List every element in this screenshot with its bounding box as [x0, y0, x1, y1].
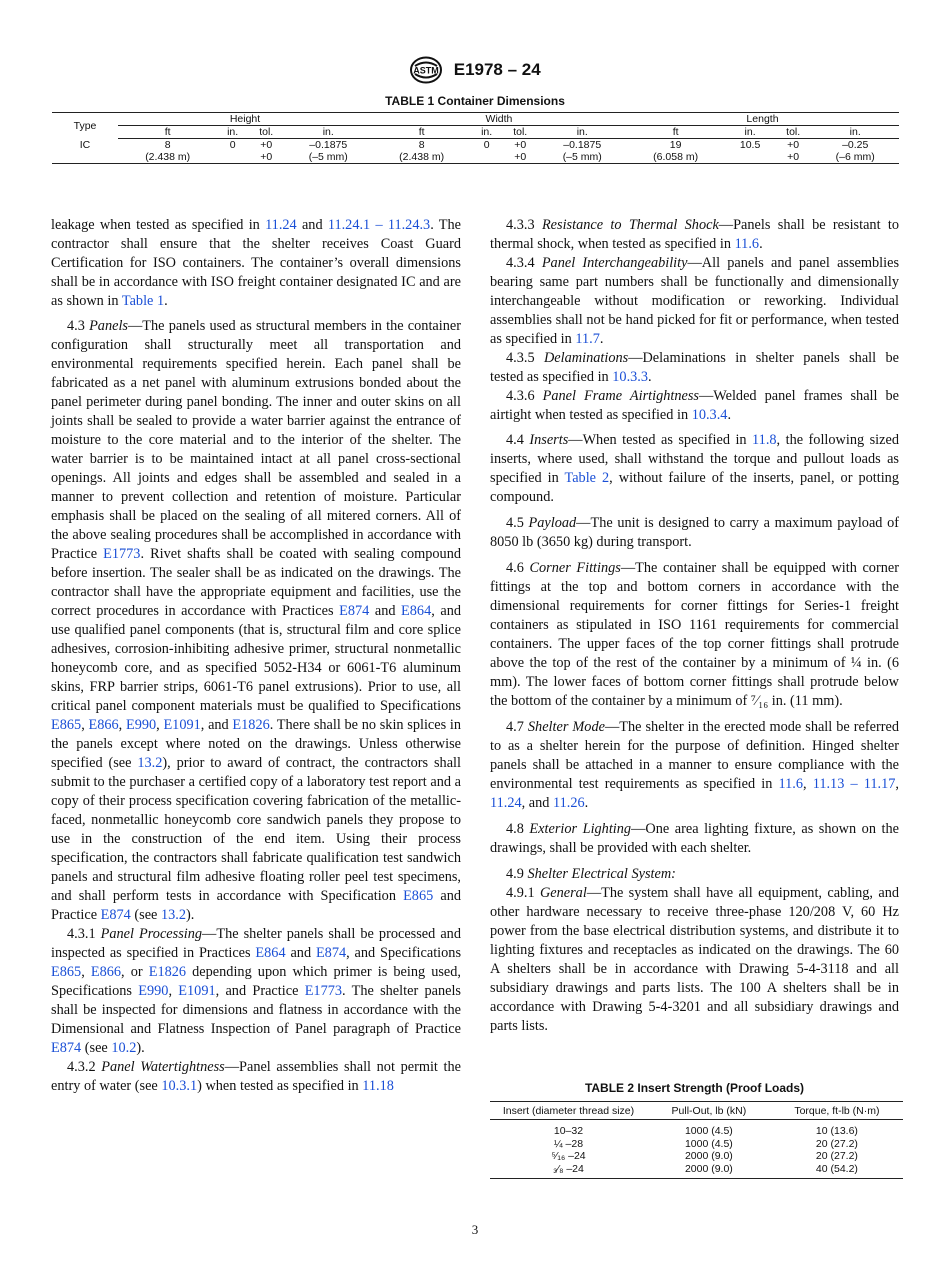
insert-strength-table — [490, 1101, 903, 1179]
text-run: (see — [130, 907, 161, 923]
text-run: 4.7 — [506, 719, 528, 735]
table-row — [490, 1150, 903, 1163]
text-run: ), prior to award of contract, the contractors shall submit to the purchaser a certified copy of a laboratory test report and a copy of their process specification covering fabrication of the metallic-faced, nonmetallic honeycomb core sandwich panels they propose to use in the construction of the end item. Using their process specification, the contractors shall fabricate qualification test sandwich panels and structural film adhesive floating roller peel test specimens, and shall perform tests in accordance with Specification — [51, 755, 461, 904]
text-run: and — [296, 217, 328, 233]
reference-link[interactable]: E1091 — [163, 717, 201, 733]
table-cell — [217, 151, 248, 164]
text-run: , — [168, 983, 179, 999]
table-cell: +0 — [787, 139, 800, 151]
reference-link[interactable]: E1826 — [232, 717, 270, 733]
text-run: , without failure of the inserts, panel, or potting compound. — [490, 470, 899, 505]
section-heading: Panels — [89, 318, 128, 334]
left-column — [51, 216, 461, 1096]
text-run: ) when tested as specified in — [197, 1078, 363, 1094]
section-heading: Panel Interchangeability — [541, 255, 688, 271]
table-cell: (–6 mm) — [811, 151, 899, 164]
paragraph — [51, 925, 461, 1058]
text-run: —The shelter in the erected mode shall be referred to as a shelter herein for the purpose of definition. Hinged shelter panels shall be attached in a manner to ensure compliance with the environmental test requirements as specified in — [490, 719, 899, 792]
reference-link[interactable]: E866 — [90, 964, 122, 980]
text-run: 4.9.1 — [506, 885, 540, 901]
text-run: , the following sized inserts, where used, shall withstand the torque and pullout loads as specified in — [490, 432, 899, 486]
text-run: depending upon which primer is being used, Specifications — [51, 964, 461, 999]
reference-link[interactable]: 11.24.1 – 11.24.3 — [327, 217, 431, 233]
table-cell — [725, 151, 775, 164]
paragraph — [490, 254, 899, 349]
container-dimensions-table — [52, 112, 899, 164]
text-run: , and Practice — [215, 983, 305, 999]
reference-link[interactable]: E874 — [315, 945, 347, 961]
reference-link[interactable]: 11.24 — [490, 795, 522, 811]
reference-link[interactable]: E1826 — [148, 964, 187, 980]
table1-subheader: in. — [471, 126, 502, 139]
table1-subheader: ft — [118, 126, 217, 139]
table-cell: ⁵⁄₁₆ –24 — [551, 1150, 586, 1162]
text-run: —Panels shall be resistant to thermal shock, when tested as specified in — [490, 217, 900, 252]
document-designation: E1978 – 24 — [453, 60, 541, 79]
reference-link[interactable]: 11.13 – 11.17 — [812, 776, 896, 792]
section-heading: Shelter Mode — [527, 719, 605, 735]
text-run: ). — [136, 1040, 145, 1056]
reference-link[interactable]: E990 — [125, 717, 157, 733]
paragraph — [490, 349, 899, 387]
text-run: . — [599, 331, 604, 347]
text-run: . — [727, 407, 732, 423]
text-run: —Panel assemblies shall not permit the entry of water (see — [51, 1059, 462, 1094]
table2-caption: TABLE 2 Insert Strength (Proof Loads) — [584, 1081, 805, 1095]
text-run: 4.9 — [506, 866, 528, 882]
text-run: . — [584, 795, 589, 811]
text-run: 4.3.2 — [67, 1059, 102, 1075]
table1-group-header: Length — [626, 113, 899, 126]
text-run: —One area lighting fixture, as shown on the drawings, shall be provided with each shelter. — [490, 821, 899, 856]
text-run: 4.3.3 — [506, 217, 542, 233]
reference-link[interactable]: E874 — [51, 1040, 82, 1056]
table2-header: Pull-Out, lb (kN) — [647, 1102, 771, 1120]
text-run: . The shelter panels shall be inspected for dimensions and flatness in accordance with the Dimensional and Flatness Inspection of Panel paragraph of Practice — [51, 983, 461, 1037]
reference-link[interactable]: 10.2 — [111, 1040, 137, 1056]
table-cell: 19 — [669, 139, 682, 151]
text-run: , — [895, 776, 899, 792]
table-cell: 0 — [229, 139, 236, 151]
table1-subheader: in. — [217, 126, 248, 139]
paragraph — [490, 865, 899, 884]
table1-caption: TABLE 1 Container Dimensions — [385, 94, 565, 108]
text-run: (see — [81, 1040, 112, 1056]
right-column — [490, 216, 899, 1036]
paragraph — [490, 387, 899, 425]
table-cell: 2000 (9.0) — [647, 1163, 771, 1179]
text-run: , — [118, 717, 126, 733]
table-cell: 1000 (4.5) — [684, 1125, 733, 1137]
reference-link[interactable]: E874 — [100, 907, 131, 923]
text-run: —The container shall be equipped with corner fittings at the top and bottom corners in accordance with the dimensional requirements for corner fittings for Series-1 freight containers as stipulated in ISO 1161 requirements for commercial containers. The upper faces of the top corner fittings shall protrude above the top of the rest of the container by a minimum of ¼ in. (6 mm). The lower faces of bottom corner fittings shall protrude below the bottom of the container by a minimum of ⁷⁄₁₆ in. (11 mm). — [490, 560, 899, 709]
text-run: 4.5 — [506, 515, 529, 531]
paragraph — [490, 820, 899, 858]
table-row — [490, 1120, 903, 1138]
text-run: , and — [521, 795, 554, 811]
reference-link[interactable]: E865 — [51, 964, 82, 980]
section-heading: Panel Watertightness — [101, 1059, 225, 1075]
table1-group-header: Width — [372, 113, 626, 126]
reference-link[interactable]: E1773 — [103, 546, 141, 562]
table-cell: 0 — [483, 139, 490, 151]
reference-link[interactable]: Table 2 — [564, 470, 610, 486]
reference-link[interactable]: 11.7 — [575, 331, 600, 347]
text-run: , — [81, 964, 91, 980]
reference-link[interactable]: E1773 — [304, 983, 343, 999]
table-cell: 8 — [164, 139, 171, 151]
text-run: . Rivet shafts shall be coated with sealing compound before insertion. The sealer shall be as indicated on the drawings. The contractor shall have the appropriate equipment and facilities, use the correct procedures in accordance with Practices — [51, 546, 461, 619]
table-cell: 20 (27.2) — [815, 1137, 858, 1150]
table-cell: 20 (27.2) — [815, 1150, 858, 1162]
reference-link[interactable]: 11.8 — [752, 432, 777, 448]
table-cell: ₃⁄₈ –24 — [490, 1163, 647, 1179]
table-cell: 2000 (9.0) — [684, 1150, 733, 1162]
text-run: , or — [121, 964, 149, 980]
table-cell: 1000 (4.5) — [684, 1137, 733, 1150]
table1-subheader: tol. — [502, 126, 539, 139]
text-run: 4.3 — [67, 318, 90, 334]
paragraph — [490, 884, 899, 1036]
table-cell: +0 — [514, 139, 527, 151]
text-run: —Welded panel frames shall be airtight when tested as specified in — [490, 388, 899, 423]
paragraph — [51, 1058, 461, 1096]
table-row — [490, 1163, 903, 1179]
svg-text:ASTM: ASTM — [413, 65, 440, 76]
table-cell — [471, 151, 502, 164]
reference-link[interactable]: E866 — [88, 717, 119, 733]
text-run: . — [648, 369, 652, 385]
paragraph — [490, 559, 899, 711]
reference-link[interactable]: 11.24 — [265, 217, 297, 233]
table-cell: +0 — [248, 151, 285, 164]
paragraph — [490, 514, 899, 552]
text-run: , — [803, 776, 813, 792]
table-cell: +0 — [260, 139, 273, 151]
text-run: , and use qualified panel components (that is, structural film and core splice adhesives, corrosion-inhibiting adhesive primer, structural nonmetallic honeycomb core, and as specified 5052-H34 or 6061-T6 aluminum skins, FRP barrier strips, 6061-T6 panel extrusions). Prior to use, all critical panel component materials must be qualified to Specifications — [51, 603, 461, 714]
table1-subheader: in. — [539, 126, 626, 139]
paragraph — [490, 718, 899, 813]
reference-link[interactable]: 11.26 — [553, 795, 585, 811]
section-heading: Panel Processing — [100, 926, 203, 942]
reference-link[interactable]: 13.2 — [160, 907, 187, 923]
table-cell: (–5 mm) — [285, 151, 372, 164]
paragraph — [51, 317, 461, 925]
table-cell: 40 (54.2) — [771, 1163, 903, 1179]
section-heading: General — [539, 885, 587, 901]
text-run: 4.3.1 — [67, 926, 101, 942]
reference-link[interactable]: 10.3.4 — [691, 407, 728, 423]
paragraph — [490, 216, 899, 254]
section-heading: Shelter Electrical System: — [527, 866, 676, 882]
text-run: —The panels used as structural members in the container configuration shall structurally meet all transportation and environmental requirements specified herein. Each panel shall be fabricated as a net panel with aluminum extrusions bonded about the panel perimeter during panel bonding. The inner and outer skins on all joints shall be sealed to provide a water barrier against the entrance of moisture to the core material and to the interior of the shelter. The water barrier is to be maintained intact at all panel cross-sectional openings. All joints and edges shall be assembled and sealed in a manner to prevent collection and retention of moisture. Particular emphasis shall be placed on the sealing of all mitered corners. All of the above sealing procedures shall be accomplished in accordance with Practice — [51, 318, 461, 562]
table-cell: 10.5 — [739, 139, 761, 151]
table-cell: +0 — [502, 151, 539, 164]
text-run: and Practice — [51, 888, 461, 923]
text-run: —The system shall have all equipment, cabling, and other hardware necessary to receive three-phase 120/208 V, 60 Hz power from the base electrical distribution systems, and distribute it to lighting fixtures and receptacles as indicated on the drawings. The 60 A shelters shall be in accordance with Drawing 5-4-3118 and all subsidiary drawings and parts lists. The 100 A shelters shall be in accordance with Drawing 5-4-3201 and all subsidiary drawings and parts lists. — [490, 885, 900, 1034]
table-row — [52, 151, 899, 164]
table1-type-header: Type — [52, 113, 118, 139]
text-run: and — [285, 945, 316, 961]
table1-group-header: Height — [118, 113, 372, 126]
paragraph — [51, 216, 461, 311]
table-cell: IC — [79, 138, 91, 151]
text-run: —Delaminations in shelter panels shall be tested as specified in — [490, 350, 899, 385]
table-cell: (2.438 m) — [372, 151, 471, 164]
table1-subheader: ft — [372, 126, 471, 139]
text-run: —When tested as specified in — [568, 432, 753, 448]
table-cell: (6.058 m) — [626, 151, 725, 164]
section-heading: Resistance to Thermal Shock — [541, 217, 719, 233]
table2-header: Insert (diameter thread size) — [490, 1102, 647, 1120]
text-run: ). — [186, 907, 195, 923]
table-cell: –0.1875 — [309, 139, 348, 151]
text-run: . — [164, 293, 168, 309]
table2-header: Torque, ft-lb (N·m) — [771, 1102, 903, 1120]
section-heading: Inserts — [529, 432, 569, 448]
reference-link[interactable]: 10.3.3 — [612, 369, 649, 385]
table-cell: (–5 mm) — [539, 151, 626, 164]
text-run: , and — [200, 717, 233, 733]
text-run: , and Specifications — [346, 945, 462, 961]
table-cell: +0 — [775, 151, 812, 164]
section-heading: Panel Frame Airtightness — [542, 388, 699, 404]
text-run: —The unit is designed to carry a maximum payload of 8050 lb (3650 kg) during transport. — [490, 515, 899, 550]
page-header — [0, 56, 950, 84]
table-row — [52, 139, 899, 152]
table1-subheader: tol. — [775, 126, 812, 139]
text-run: , — [81, 717, 89, 733]
section-heading: Exterior Lighting — [529, 821, 632, 837]
text-run: 4.6 — [506, 560, 530, 576]
text-run: leakage when tested as specified in — [51, 217, 266, 233]
astm-logo-icon — [409, 56, 443, 84]
table-cell: –0.25 — [842, 139, 869, 151]
paragraph — [490, 431, 899, 507]
reference-link[interactable]: 11.6 — [734, 236, 760, 252]
section-heading: Payload — [528, 515, 577, 531]
reference-link[interactable]: E874 — [339, 603, 370, 619]
text-run: 4.4 — [506, 432, 530, 448]
text-run: 4.3.4 — [506, 255, 542, 271]
reference-link[interactable]: E1091 — [178, 983, 216, 999]
text-run: . There shall be no skin splices in the panels except where noted on the drawings. Unless otherwise specified (see — [51, 717, 462, 771]
section-heading: Corner Fittings — [529, 560, 621, 576]
page-number: 3 — [471, 1222, 479, 1237]
reference-link[interactable]: 13.2 — [137, 755, 163, 771]
table1-subheader: in. — [725, 126, 775, 139]
section-heading: Delaminations — [543, 350, 629, 366]
reference-link[interactable]: E865 — [51, 717, 82, 733]
table-row — [490, 1138, 903, 1151]
text-run: . The contractor shall ensure that the shelter receives Coast Guard Certification for ISO containers. The container’s overall dimensions shall be in accordance with ISO freight container designated IC and are as shown in — [51, 217, 461, 309]
reference-link[interactable]: E864 — [255, 945, 286, 961]
table1-subheader: tol. — [248, 126, 285, 139]
text-run: 4.3.5 — [506, 350, 544, 366]
text-run: and — [369, 603, 402, 619]
text-run: 4.3.6 — [506, 388, 543, 404]
reference-link[interactable]: 10.3.1 — [161, 1078, 198, 1094]
table-cell: ¼ –28 — [553, 1137, 584, 1150]
table-cell: 10–32 — [553, 1125, 584, 1137]
table1-subheader: in. — [811, 126, 899, 139]
table-cell: 10 (13.6) — [815, 1125, 858, 1137]
reference-link[interactable]: Table 1 — [121, 293, 165, 309]
text-run: . — [759, 236, 763, 252]
text-run: —The shelter panels shall be processed and inspected as specified in Practices — [51, 926, 461, 961]
reference-link[interactable]: 11.6 — [778, 776, 803, 792]
text-run: —All panels and panel assemblies bearing same part numbers shall be functionally and dimensionally interchangeable without modification or reworking. Individual assemblies shall not be hand picked for fit or performance, when tested as specified in — [490, 255, 900, 347]
reference-link[interactable]: 11.18 — [362, 1078, 394, 1094]
text-run: 4.8 — [506, 821, 530, 837]
reference-link[interactable]: E864 — [401, 603, 432, 619]
reference-link[interactable]: E865 — [403, 888, 434, 904]
table1-subheader: ft — [626, 126, 725, 139]
text-run: , — [156, 717, 164, 733]
reference-link[interactable]: E990 — [138, 983, 169, 999]
table1-subheader: in. — [285, 126, 372, 139]
table-cell: 8 — [418, 139, 425, 151]
table-cell — [52, 151, 118, 164]
table-cell: (2.438 m) — [118, 151, 217, 164]
table-cell: –0.1875 — [563, 139, 602, 151]
